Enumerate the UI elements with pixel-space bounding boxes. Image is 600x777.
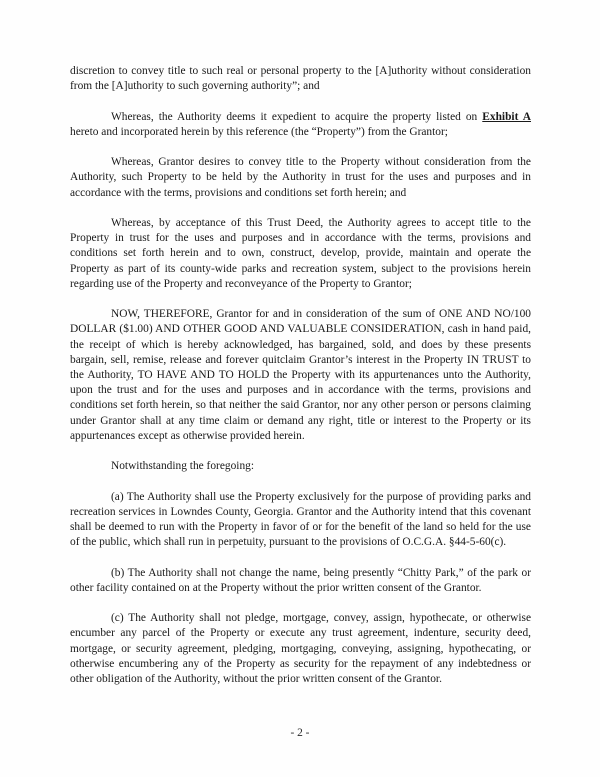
document-body xyxy=(70,64,531,687)
whereas-expedient-text-before: Whereas, the Authority deems it expedient to acquire the property listed on xyxy=(111,110,483,123)
paragraph-notwithstanding: Notwithstanding the foregoing: xyxy=(111,460,254,473)
whereas-expedient-text-after: hereto and incorporated herein by this reference (the “Property”) from the Grantor; xyxy=(70,125,448,138)
page-number-footer: - 2 - xyxy=(290,727,310,739)
exhibit-a-reference: Exhibit A xyxy=(482,110,531,123)
paragraph-clause-a: (a) The Authority shall use the Property exclusively for the purpose of providing parks and recreation services in Lowndes County, Georgia. Grantor and the Authority intend that this covenant shall be deemed to run with the Property in favor of or for the benefit of the land so held for the use of the public, which shall run in perpetuity, pursuant to the provisions of O.C.G.A. §44-5-60(c). xyxy=(70,490,531,549)
paragraph-clause-b: (b) The Authority shall not change the name, being presently “Chitty Park,” of the park or other facility contained on at the Property without the prior written consent of the Grantor. xyxy=(70,566,531,594)
paragraph-whereas-expedient xyxy=(70,110,531,140)
paragraph-whereas-grantor-desires: Whereas, Grantor desires to convey title to the Property without consideration from the Authority, such Property to be held by the Authority in trust for the uses and purposes and in accordance with the terms, provisions and conditions set forth herein; and xyxy=(70,156,531,199)
paragraph-now-therefore: NOW, THEREFORE, Grantor for and in consideration of the sum of ONE AND NO/100 DOLLAR ($1.00) AND OTHER GOOD AND VALUABLE CONSIDERATION, cash in hand paid, the receipt of which is hereby acknowledged, has bargained, sold, and does by these presents bargain, sell, remise, release and forever quitclaim Grantor’s interest in the Property IN TRUST to the Authority, TO HAVE AND TO HOLD the Property with its appurtenances unto the Authority, upon the trust and for the uses and purposes and in accordance with the terms, provisions and conditions set forth herein, so that neither the said Grantor, nor any other person or persons claiming under Grantor shall at any time claim or demand any right, title or interest to the Property or its appurtenances except as otherwise provided herein. xyxy=(70,308,531,442)
paragraph-whereas-acceptance: Whereas, by acceptance of this Trust Deed, the Authority agrees to accept title to the Property in trust for the uses and purposes and in accordance with the terms, provisions and conditions set forth herein and to own, construct, develop, provide, maintain and operate the Property as part of its county-wide parks and recreation system, subject to the provisions herein regarding use of the Property and reconveyance of the Property to Grantor; xyxy=(70,216,531,290)
paragraph-discretion-continuation: discretion to convey title to such real or personal property to the [A]uthority without consideration from the [A]uthority to such governing authority”; and xyxy=(70,65,531,93)
paragraph-clause-c: (c) The Authority shall not pledge, mortgage, convey, assign, hypothecate, or otherwise encumber any parcel of the Property or execute any trust agreement, indenture, security deed, mortgage, or security agreement, pledging, mortgaging, conveying, assigning, hypothecating, or otherwise encumbering any of the Property as security for the repayment of any indebtedness or other obligation of the Authority, without the prior written consent of the Grantor. xyxy=(70,612,531,685)
